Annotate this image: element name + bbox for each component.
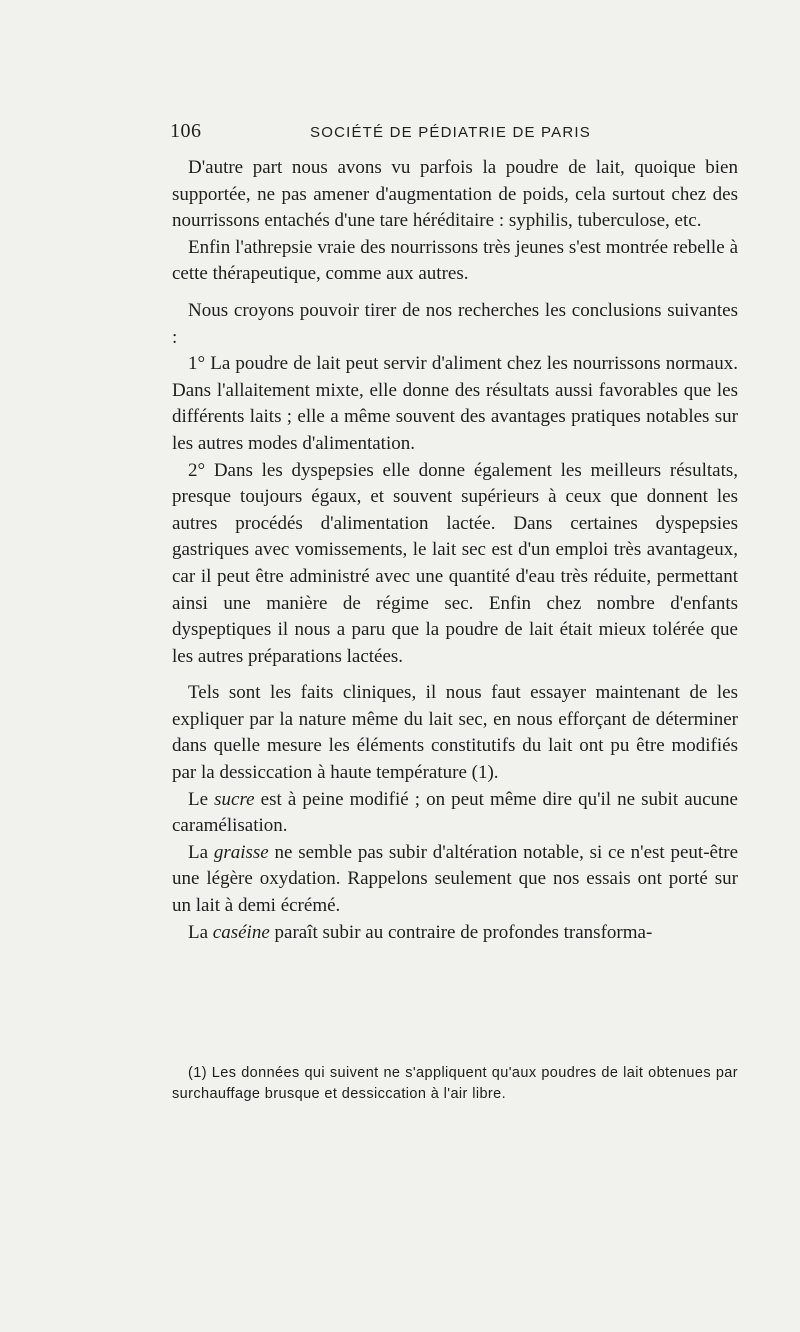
page-number: 106: [170, 120, 202, 142]
conclusion-1: 1° La poudre de lait peut servir d'aliment chez les nourrissons normaux. Dans l'allaitement mixte, elle donne des résultats aussi favorables que les différents laits ; elle a même souvent des avantages pratiques notables sur les autres modes d'alimentation.: [172, 353, 738, 454]
paragraph: Enfin l'athrepsie vraie des nourrissons très jeunes s'est montrée rebelle à cette thérapeutique, comme aux autres.: [172, 236, 738, 285]
paragraph: Tels sont les faits cliniques, il nous faut essayer maintenant de les expliquer par la nature même du lait sec, en nous efforçant de déterminer dans quelle mesure les éléments constitutifs du lait ont pu être modifiés par la dessiccation à haute température (1).: [172, 682, 738, 784]
paragraph-caseine: La caséine paraît subir au contraire de profondes transforma-: [188, 921, 653, 943]
running-head: SOCIÉTÉ DE PÉDIATRIE DE PARIS: [310, 124, 591, 141]
body-text: [172, 155, 738, 946]
paragraph: D'autre part nous avons vu parfois la poudre de lait, quoique bien supportée, ne pas amener d'augmentation de poids, cela surtout chez des nourrissons entachés d'une tare héréditaire : syphilis, tuberculose, etc.: [172, 157, 738, 232]
footnote-text: (1) Les données qui suivent ne s'appliquent qu'aux poudres de lait obtenues par surchauffage brusque et dessiccation à l'air libre.: [172, 1065, 738, 1102]
paragraph-sucre: Le sucre est à peine modifié ; on peut même dire qu'il ne subit aucune caramélisation.: [172, 788, 738, 837]
page-header: [170, 120, 730, 148]
term-sucre: sucre: [214, 788, 255, 810]
paragraph: Nous croyons pouvoir tirer de nos recherches les conclusions suivantes :: [172, 299, 738, 348]
conclusion-2: 2° Dans les dyspepsies elle donne également les meilleurs résultats, presque toujours égaux, et souvent supérieurs à ceux que donnent les autres procédés d'alimentation lactée. Dans certaines dyspepsies gastriques avec vomissements, le lait sec est d'un emploi très avantageux, car il peut être administré avec une quantité d'eau très réduite, permettant ainsi une manière de régime sec. Enfin chez nombre d'enfants dyspeptiques il nous a paru que la poudre de lait était mieux tolérée que les autres préparations lactées.: [172, 459, 738, 667]
term-graisse: graisse: [213, 841, 269, 863]
footnote: [172, 1063, 738, 1105]
term-caseine: caséine: [212, 921, 270, 943]
paragraph-graisse: La graisse ne semble pas subir d'altération notable, si ce n'est peut-être une légère oxydation. Rappelons seulement que nos essais ont porté sur un lait à demi écrémé.: [172, 841, 739, 917]
